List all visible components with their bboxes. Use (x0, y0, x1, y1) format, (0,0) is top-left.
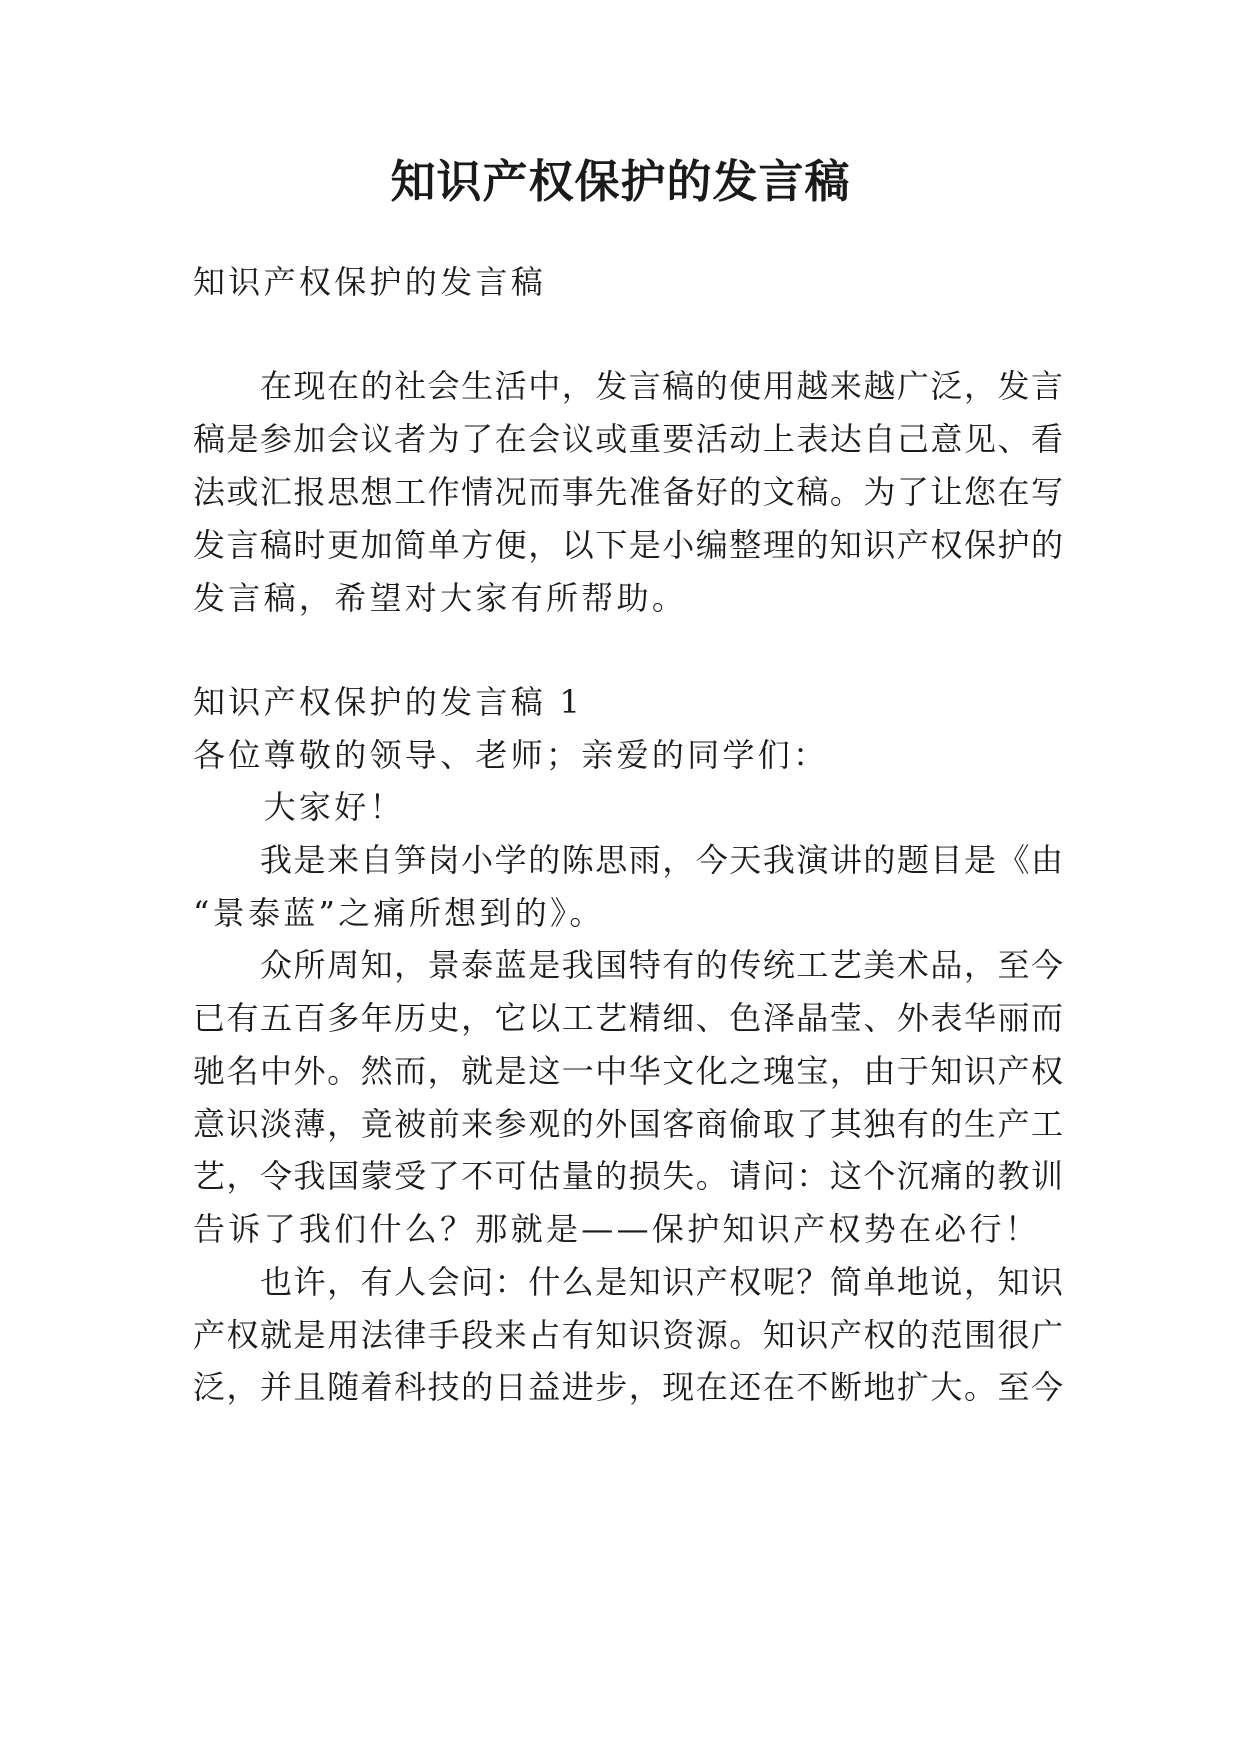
paragraph-line: 告诉了我们什么？那就是——保护知识产权势在必行！ (193, 1210, 1041, 1248)
paragraph-line: 驰名中外。然而，就是这一中华文化之瑰宝，由于知识产权 (193, 1052, 1063, 1090)
intro-line: 在现在的社会生活中，发言稿的使用越来越广泛，发言 (193, 367, 1063, 405)
salutation: 各位尊敬的领导、老师；亲爱的同学们： (193, 736, 829, 774)
paragraph-line: 我是来自笋岗小学的陈思雨，今天我演讲的题目是《由 (193, 841, 1063, 879)
greeting: 大家好！ (193, 788, 405, 826)
intro-line: 发言稿时更加简单方便，以下是小编整理的知识产权保护的 (193, 526, 1063, 564)
paragraph-line: 意识淡薄，竟被前来参观的外国客商偷取了其独有的生产工 (193, 1105, 1063, 1143)
intro-line: 法或汇报思想工作情况而事先准备好的文稿。为了让您在写 (193, 473, 1063, 511)
intro-line: 发言稿，希望对大家有所帮助。 (193, 579, 688, 617)
paragraph-line: 已有五百多年历史，它以工艺精细、色泽晶莹、外表华丽而 (193, 999, 1063, 1037)
paragraph-line: 艺，令我国蒙受了不可估量的损失。请问：这个沉痛的教训 (193, 1157, 1063, 1195)
paragraph-line: 泛，并且随着科技的日益进步，现在还在不断地扩大。至今 (193, 1368, 1063, 1406)
paragraph-line: 也许，有人会问：什么是知识产权呢？简单地说，知识 (193, 1263, 1063, 1301)
paragraph-line: 产权就是用法律手段来占有知识资源。知识产权的范围很广 (193, 1316, 1063, 1354)
section-heading: 知识产权保护的发言稿 1 (193, 683, 584, 721)
paragraph-line: 众所周知，景泰蓝是我国特有的传统工艺美术品，至今 (193, 946, 1063, 984)
intro-line: 稿是参加会议者为了在会议或重要活动上表达自己意见、看 (193, 420, 1063, 458)
document-subtitle: 知识产权保护的发言稿 (193, 263, 547, 301)
paragraph-line: “景泰蓝”之痛所想到的》。 (193, 894, 605, 932)
document-title: 知识产权保护的发言稿 (390, 155, 851, 208)
